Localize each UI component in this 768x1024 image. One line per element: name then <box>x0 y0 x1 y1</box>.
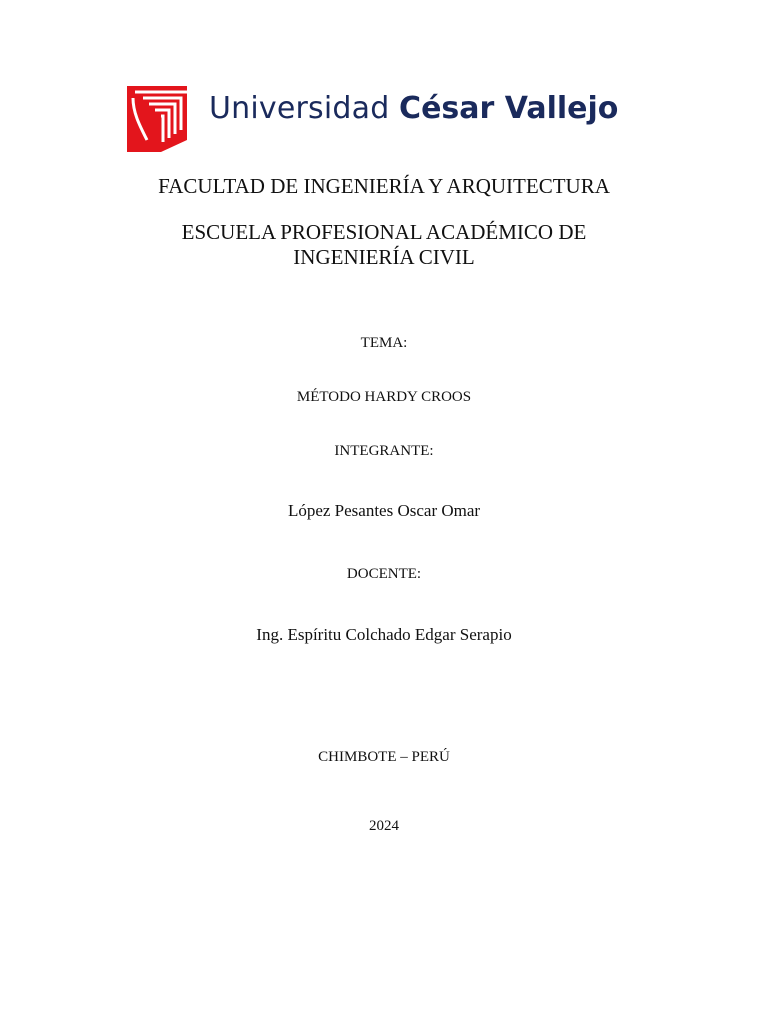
docente-label: DOCENTE: <box>346 566 422 582</box>
wordmark-regular: Universidad <box>209 91 390 126</box>
integrante-label: INTEGRANTE: <box>334 443 434 459</box>
university-logo <box>125 84 645 156</box>
integrante-value: López Pesantes Oscar Omar <box>287 501 481 520</box>
year-line: 2024 <box>369 818 399 834</box>
school-title-line2: INGENIERÍA CIVIL <box>293 245 475 269</box>
tema-label: TEMA: <box>360 335 408 351</box>
university-wordmark <box>209 88 618 130</box>
place-line: CHIMBOTE – PERÚ <box>318 749 450 765</box>
tema-value: MÉTODO HARDY CROOS <box>296 389 472 405</box>
faculty-title: FACULTAD DE INGENIERÍA Y ARQUITECTURA <box>158 174 610 198</box>
university-shield-icon <box>125 84 189 154</box>
school-title-line1: ESCUELA PROFESIONAL ACADÉMICO DE <box>181 220 587 244</box>
wordmark-bold: César Vallejo <box>399 91 619 126</box>
docente-value: Ing. Espíritu Colchado Edgar Serapio <box>256 625 512 644</box>
